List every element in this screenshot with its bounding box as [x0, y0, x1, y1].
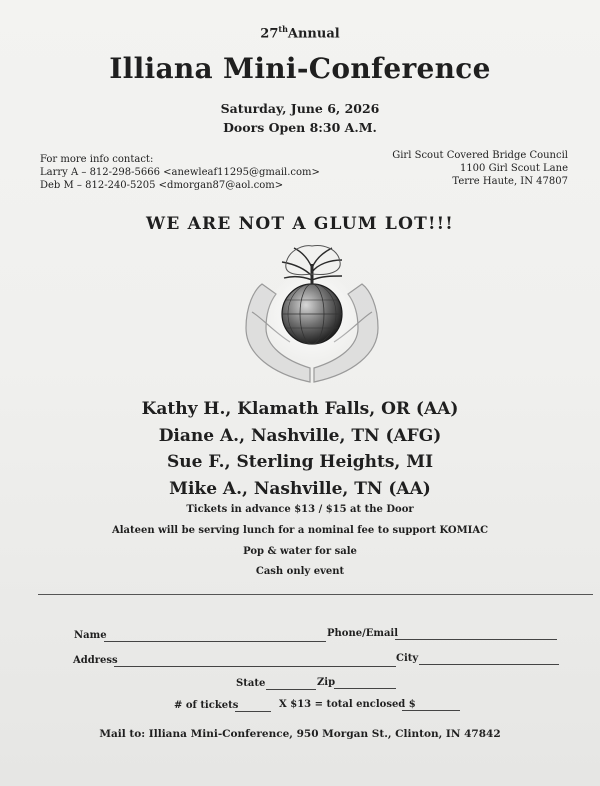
tree-globe-hands-logo — [232, 242, 392, 387]
zip-field[interactable] — [334, 688, 396, 689]
slogan: WE ARE NOT A GLUM LOT!!! — [146, 214, 454, 234]
num-tickets-field[interactable] — [235, 711, 271, 712]
total-calc-label: X $13 = total enclosed $ — [279, 699, 416, 710]
phone-email-field[interactable] — [395, 639, 557, 640]
venue-address — [392, 149, 568, 188]
city-field[interactable] — [419, 664, 559, 665]
refreshments-info: Pop & water for sale — [243, 546, 357, 557]
phone-email-label: Phone/Email — [327, 628, 399, 639]
zip-label: Zip — [317, 677, 336, 688]
venue-city: Terre Haute, IN 47807 — [452, 176, 568, 187]
city-label: City — [396, 653, 419, 664]
speaker-item: Sue F., Sterling Heights, MI — [166, 452, 434, 472]
event-date: Saturday, June 6, 2026 — [220, 101, 380, 116]
mailing-address: Mail to: Illiana Mini-Conference, 950 Morgan St., Clinton, IN 47842 — [99, 728, 501, 740]
speaker-list — [0, 396, 600, 502]
venue-street: 1100 Girl Scout Lane — [459, 163, 568, 174]
doors-open-time: Doors Open 8:30 A.M. — [223, 120, 377, 135]
contact-info — [40, 153, 320, 192]
payment-info: Cash only event — [255, 566, 345, 577]
globe-icon — [282, 284, 342, 344]
state-field[interactable] — [266, 689, 316, 690]
page-title: Illiana Mini-Conference — [109, 52, 491, 85]
name-field[interactable] — [104, 641, 326, 642]
contact-heading: For more info contact: — [40, 154, 154, 165]
name-label: Name — [74, 630, 107, 641]
speaker-item: Mike A., Nashville, TN (AA) — [169, 478, 431, 499]
state-label: State — [236, 678, 266, 689]
speaker-item: Kathy H., Klamath Falls, OR (AA) — [141, 399, 459, 419]
total-enclosed-field[interactable] — [402, 710, 460, 711]
address-label: Address — [73, 655, 118, 666]
ticket-price-info: Tickets in advance $13 / $15 at the Door — [186, 504, 414, 515]
contact-line-larry: Larry A – 812-298-5666 <anewleaf11295@gmail.com> — [40, 167, 320, 178]
address-field[interactable] — [114, 666, 396, 667]
contact-line-deb: Deb M – 812-240-5205 <dmorgan87@aol.com> — [40, 180, 284, 191]
lunch-info: Alateen will be serving lunch for a nominal fee to support KOMIAC — [111, 525, 489, 536]
venue-name: Girl Scout Covered Bridge Council — [392, 150, 568, 161]
num-tickets-label: # of tickets — [174, 700, 239, 711]
speaker-item: Diane A., Nashville, TN (AFG) — [158, 425, 442, 446]
section-divider — [38, 594, 593, 595]
anniversary-line: 27thAnnual — [260, 24, 340, 42]
